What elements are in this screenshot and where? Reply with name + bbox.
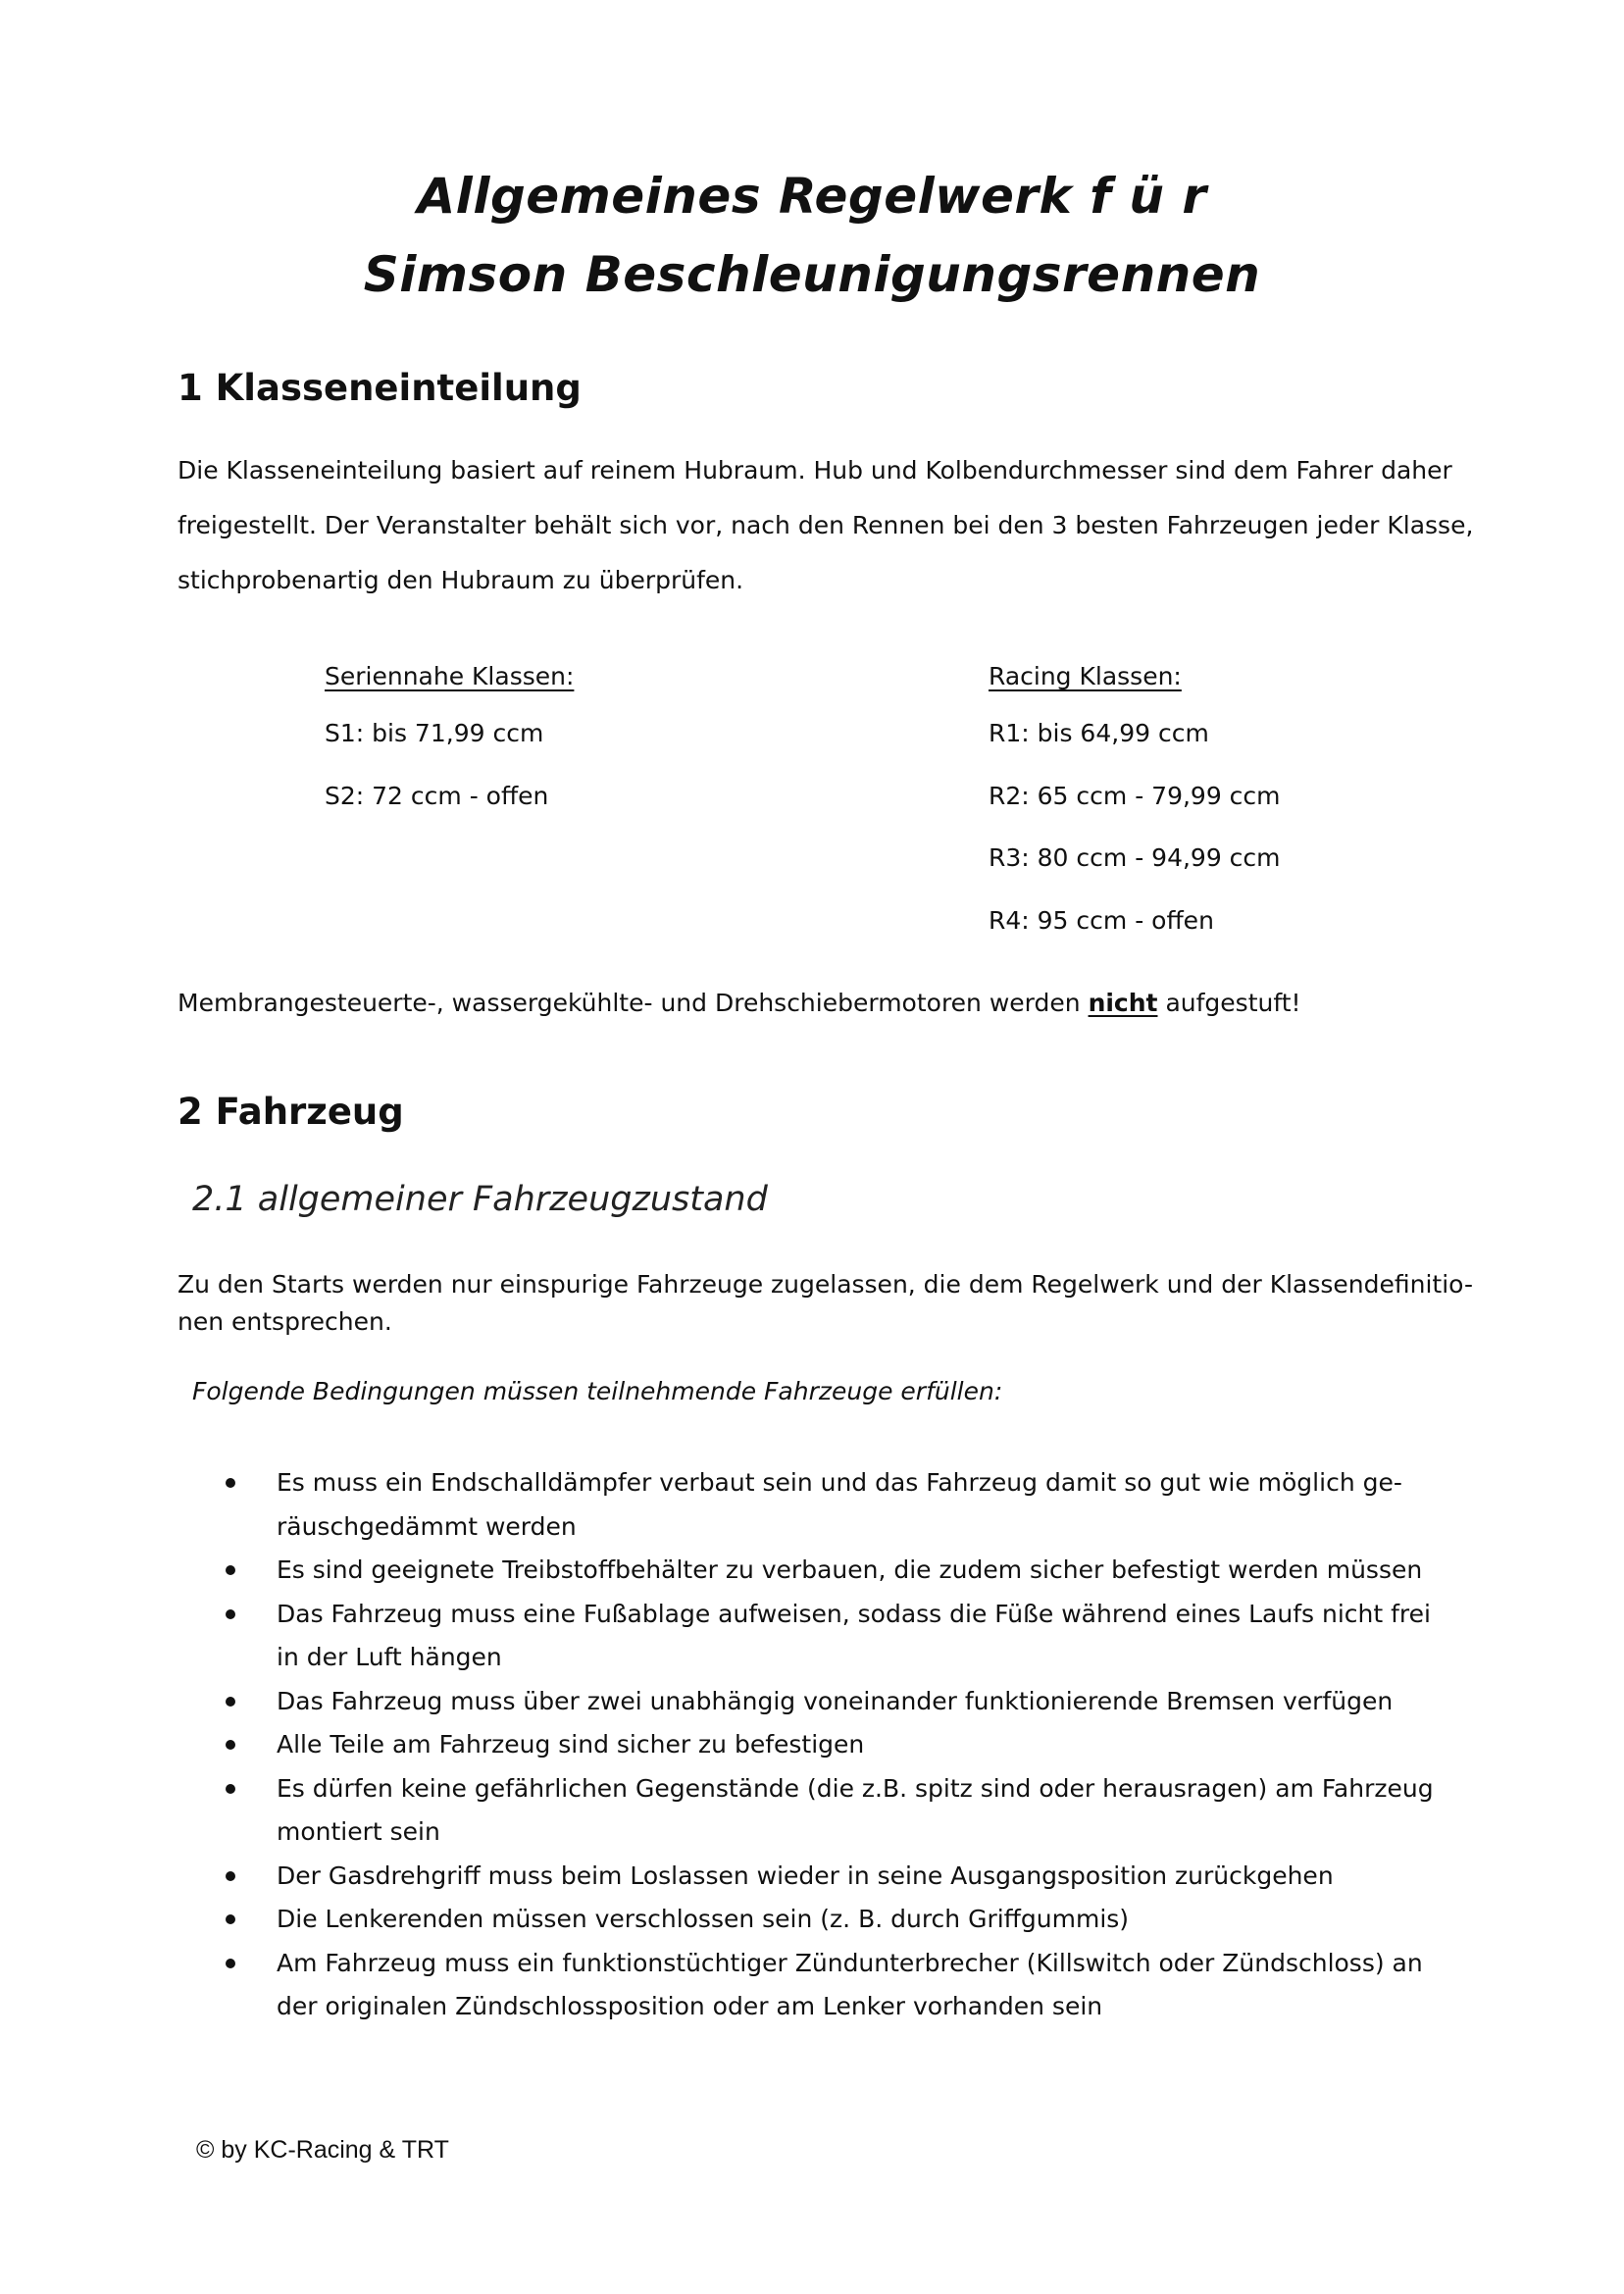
section-2-heading: 2 Fahrzeug (178, 1091, 404, 1133)
list-item (226, 1767, 1500, 1855)
serien-classes-heading: Seriennahe Klassen: (325, 662, 575, 690)
list-item (226, 1942, 1500, 2029)
list-item (226, 1898, 1500, 1942)
section-1-paragraph (178, 443, 1482, 608)
footer-copyright: © by KC-Racing & TRT (196, 2136, 449, 2164)
bullet-icon (226, 1609, 235, 1619)
title-line-1: Allgemeines Regelwerk f ü r (417, 168, 1207, 225)
bullet-icon (226, 1871, 235, 1881)
list-item-text: Am Fahrzeug muss ein funktionstüchtiger Zündunterbrecher (Killswitch oder Zündschloss) an (277, 1948, 1423, 1977)
motor-note-emphasis: nicht (1088, 989, 1158, 1017)
class-item: R1: bis 64,99 ccm (989, 719, 1209, 747)
bullet-icon (226, 1697, 235, 1707)
list-item-text: Die Lenkerenden müssen verschlossen sein (z. B. durch Griffgummis) (277, 1905, 1130, 1933)
motor-note (178, 989, 1301, 1017)
list-item-text: der originalen Zündschlossposition oder am Lenker vorhanden sein (277, 1992, 1103, 2020)
serien-classes (325, 651, 574, 827)
paragraph-line: stichprobenartig den Hubraum zu überprüfen. (178, 566, 744, 594)
intro-line: Zu den Starts werden nur einspurige Fahrzeuge zugelassen, die dem Regelwerk und der Klassendefinitio- (178, 1270, 1473, 1299)
motor-note-text: Membrangesteuerte-, wassergekühlte- und Drehschiebermotoren werden (178, 989, 1089, 1017)
list-item (226, 1680, 1500, 1724)
bullet-icon (226, 1740, 235, 1750)
class-item: S2: 72 ccm - offen (325, 781, 549, 810)
paragraph-line: freigestellt. Der Veranstalter behält sich vor, nach den Rennen bei den 3 besten Fahrzeugen jeder Klasse, (178, 511, 1474, 539)
list-item-text: Alle Teile am Fahrzeug sind sicher zu befestigen (277, 1730, 865, 1759)
section-2-intro (178, 1266, 1482, 1341)
section-2-1-heading: 2.1 allgemeiner Fahrzeugzustand (192, 1180, 768, 1219)
conditions-list (226, 1461, 1500, 2029)
bullet-icon (226, 1565, 235, 1575)
racing-classes (989, 651, 1281, 951)
list-item (226, 1723, 1500, 1767)
racing-classes-heading: Racing Klassen: (989, 662, 1182, 690)
conditions-label: Folgende Bedingungen müssen teilnehmende Fahrzeuge erfüllen: (192, 1377, 1003, 1405)
bullet-icon (226, 1784, 235, 1794)
motor-note-text-end: aufgestuft! (1157, 989, 1301, 1017)
class-item: R3: 80 ccm - 94,99 ccm (989, 843, 1281, 872)
list-item-text: Es sind geeignete Treibstoffbehälter zu verbauen, die zudem sicher befestigt werden müssen (277, 1555, 1423, 1584)
list-item (226, 1593, 1500, 1680)
bullet-icon (226, 1478, 235, 1488)
list-item-text: montiert sein (277, 1817, 440, 1846)
document-title (0, 157, 1624, 314)
class-item: R4: 95 ccm - offen (989, 905, 1214, 935)
list-item-text: Der Gasdrehgriff muss beim Loslassen wieder in seine Ausgangsposition zurückgehen (277, 1861, 1334, 1890)
section-1-heading: 1 Klasseneinteilung (178, 367, 582, 409)
class-item: S1: bis 71,99 ccm (325, 719, 544, 747)
paragraph-line: Die Klasseneinteilung basiert auf reinem Hubraum. Hub und Kolbendurchmesser sind dem Fahrer daher (178, 456, 1452, 484)
class-item: R2: 65 ccm - 79,99 ccm (989, 781, 1281, 810)
title-line-2: Simson Beschleunigungsrennen (363, 246, 1261, 303)
list-item-text: Das Fahrzeug muss eine Fußablage aufweisen, sodass die Füße während eines Laufs nicht frei (277, 1599, 1431, 1628)
list-item-text: in der Luft hängen (277, 1643, 502, 1671)
bullet-icon (226, 1914, 235, 1924)
list-item (226, 1855, 1500, 1899)
bullet-icon (226, 1959, 235, 1968)
intro-line: nen entsprechen. (178, 1307, 392, 1336)
list-item-text: Es dürfen keine gefährlichen Gegenstände (die z.B. spitz sind oder herausragen) am Fahrzeug (277, 1773, 1434, 1803)
list-item-text: räuschgedämmt werden (277, 1511, 577, 1541)
list-item (226, 1549, 1500, 1593)
list-item-text: Das Fahrzeug muss über zwei unabhängig voneinander funktionierende Bremsen verfügen (277, 1686, 1394, 1715)
list-item (226, 1461, 1500, 1549)
list-item-text: Es muss ein Endschalldämpfer verbaut sein und das Fahrzeug damit so gut wie möglich ge- (277, 1468, 1402, 1497)
